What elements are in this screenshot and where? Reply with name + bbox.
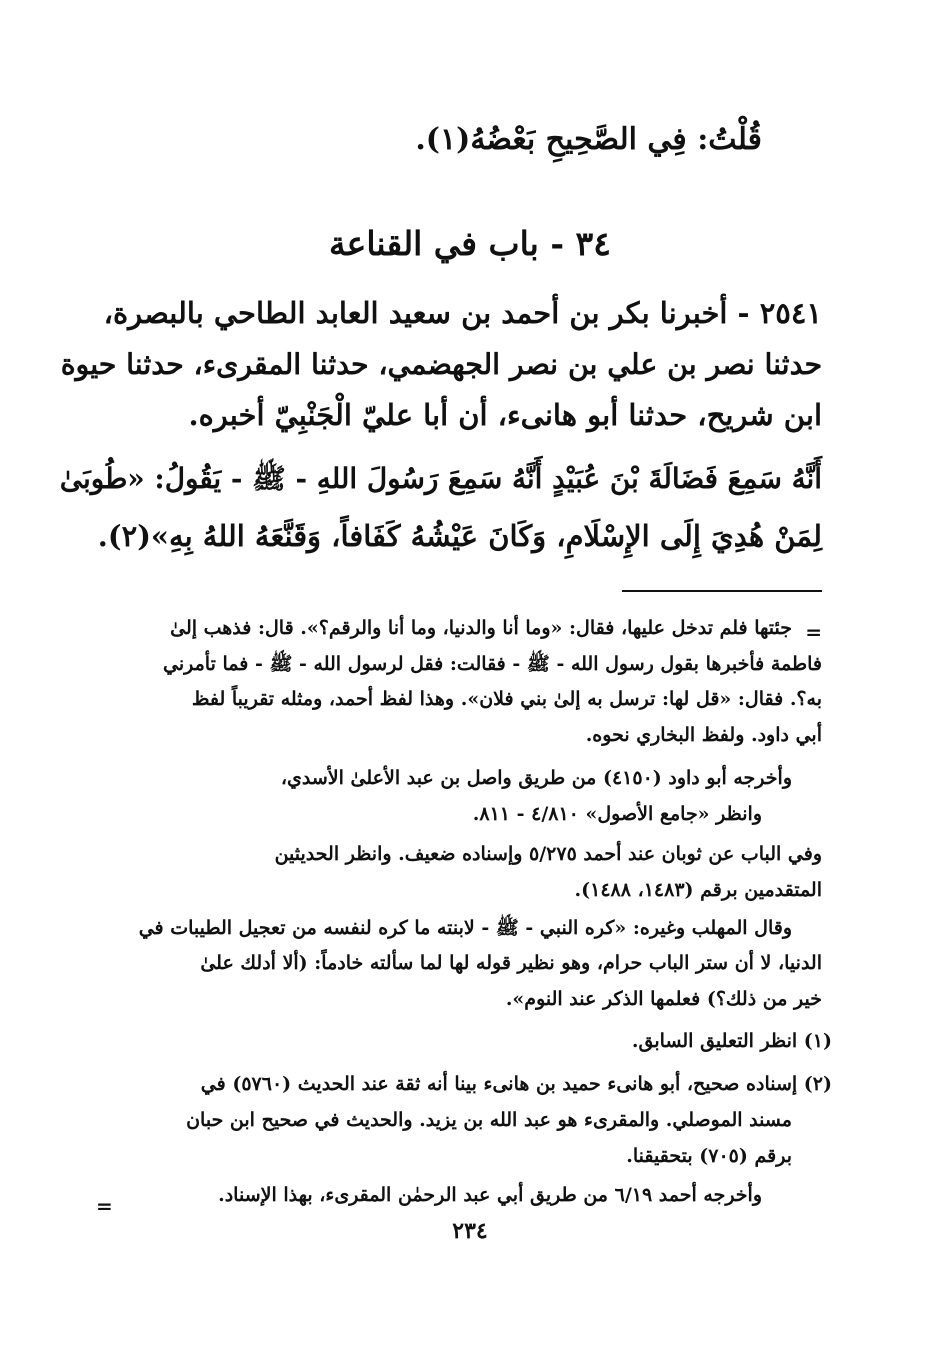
hadith-isnad-line: ٢٥٤١ - أخبرنا بكر بن أحمد بن سعيد العابد الطاحي بالبصرة، [103, 296, 822, 330]
footnote-2-line: برقم (٧٠٥) بتحقيقنا. [626, 1145, 792, 1167]
footnote-line: الدنيا، لا أن ستر الباب حرام، وهو نظير قوله لها لما سألته خادماً: (ألا أدلك علىٰ [200, 952, 822, 974]
footnote-line: وفي الباب عن ثوبان عند أحمد ٥/٢٧٥ وإسناده ضعيف. وانظر الحديثين [274, 843, 822, 865]
footnote-line: فاطمة فأخبرها بقول رسول الله - ﷺ - فقالت: فقل لرسول الله - ﷺ - فما تأمرني [163, 653, 822, 675]
footnote-line: جئتها فلم تدخل عليها، فقال: «وما أنا والدنيا، وما أنا والرقم؟». قال: فذهب إلىٰ [170, 617, 792, 639]
hadith-isnad-line: ابن شريح، حدثنا أبو هانىء، أن أبا عليّ الْجَنْبِيّ أخبره. [188, 398, 822, 432]
footnote-1: (١) انظر التعليق السابق. [631, 1030, 832, 1052]
page-number: ٢٣٤ [452, 1218, 488, 1244]
footnote-line: وأخرجه أبو داود (٤١٥٠) من طريق واصل بن عبد الأعلىٰ الأسدي، [280, 767, 792, 789]
hadith-matn-line: لِمَنْ هُدِيَ إِلَى الإِسْلَامِ، وَكَانَ عَيْشُهُ كَفَافاً، وَقَنَّعَهُ اللهُ بِهِ»(٢). [97, 519, 822, 553]
footnote-line: المتقدمين برقم (١٤٨٣، ١٤٨٨). [574, 879, 822, 901]
footnote-2-line: (٢) إسناده صحيح، أبو هانىء حميد بن هانىء بينا أنه ثقة عند الحديث (٥٧٦٠) في [200, 1073, 832, 1095]
footnote-2-line: مسند الموصلي. والمقرىء هو عبد الله بن يزيد. والحديث في صحيح ابن حبان [186, 1109, 792, 1131]
hadith-isnad-line: حدثنا نصر بن علي بن نصر الجهضمي، حدثنا المقرىء، حدثنا حيوة [60, 347, 822, 381]
footnote-2-line: وأخرجه أحمد ٦/١٩ من طريق أبي عبد الرحمٰن المقرىء، بهذا الإسناد. [218, 1184, 762, 1206]
footnote-line: خير من ذلك؟) فعلمها الذكر عند النوم». [505, 988, 822, 1010]
footnote-line: به؟. فقال: «قل لها: ترسل به إلىٰ بني فلان». وهذا لفظ أحمد، ومثله تقريباً لفظ [191, 688, 822, 710]
hadith-matn-line: أَنَّهُ سَمِعَ فَضَالَةَ بْنَ عُبَيْدٍ أَنَّهُ سَمِعَ رَسُولَ اللهِ - ﷺ - يَقُولُ: «طُوبَىٰ [59, 462, 822, 495]
continues-marker: = [96, 1194, 113, 1218]
footnote-line: أبي داود. ولفظ البخاري نحوه. [585, 724, 822, 746]
footnote-separator [622, 590, 822, 592]
footnote-line: وقال المهلب وغيره: «كره النبي - ﷺ - لابنته ما كره لنفسه من تعجيل الطيبات في [138, 917, 792, 939]
continued-marker: = [805, 620, 822, 644]
footnote-line: وانظر «جامع الأصول» ٤/٨١٠ - ٨١١. [472, 803, 762, 825]
top-note: قُلْتُ: فِي الصَّحِيحِ بَعْضُهُ(١). [415, 122, 762, 157]
chapter-heading: ٣٤ - باب في القناعة [328, 224, 611, 263]
